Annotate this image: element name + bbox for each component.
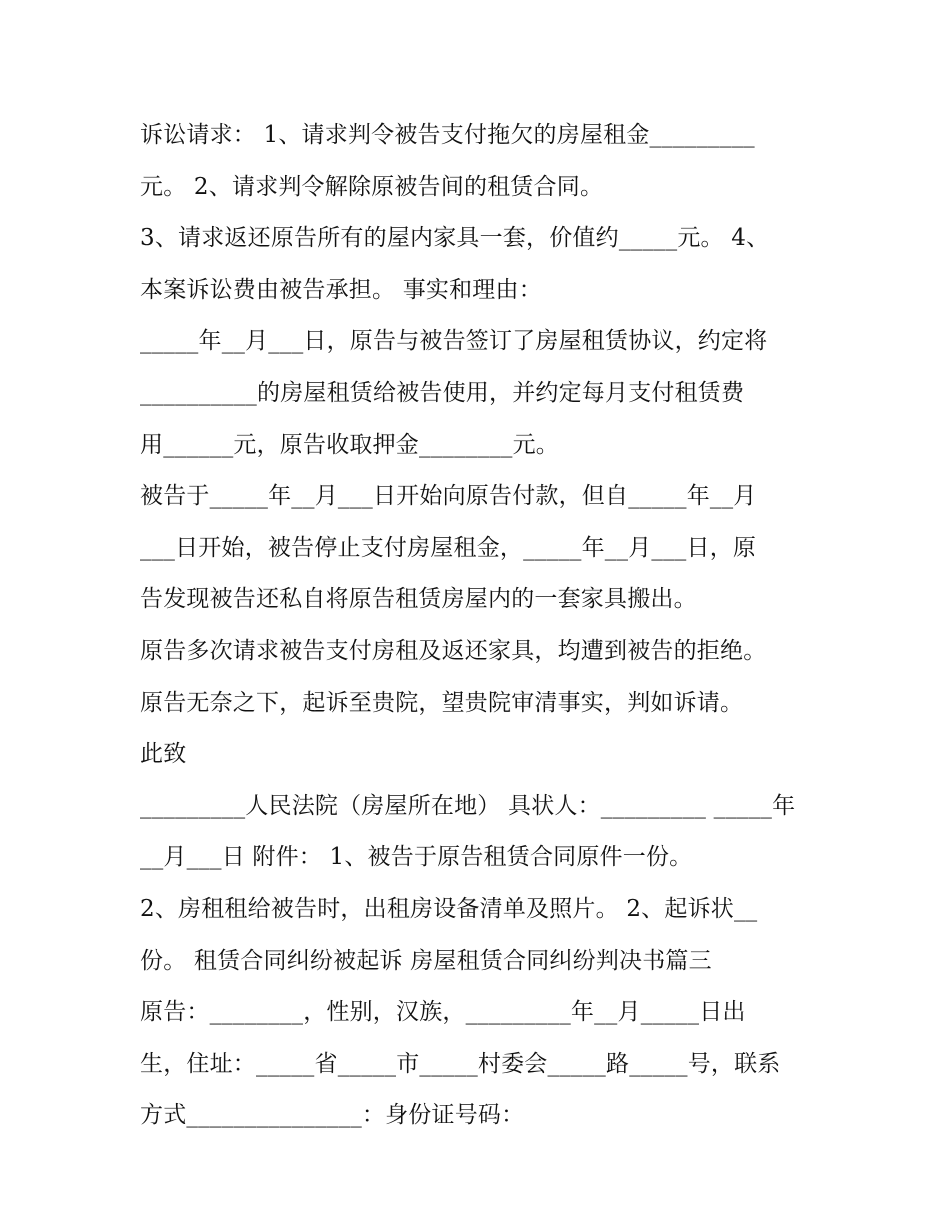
text-line: 原告：________，性别，汉族，_________年__月_____日出 (140, 999, 746, 1026)
text-line: 告发现被告还私自将原告租赁房屋内的一套家具搬出。 (140, 586, 697, 613)
text-line: 方式_______________：身份证号码： (140, 1102, 525, 1129)
text-line: 3、请求返还原告所有的屋内家具一套，价值约_____元。 4、 (140, 225, 770, 252)
text-line: __________的房屋租赁给被告使用，并约定每月支付租赁费 (140, 379, 745, 406)
text-line: ___日开始，被告停止支付房屋租金，_____年__月___日，原 (140, 534, 757, 561)
text-line: __月___日 附件： 1、被告于原告租赁合同原件一份。 (140, 844, 693, 871)
text-line: 用______元，原告收取押金________元。 (140, 431, 559, 458)
text-line: 原告多次请求被告支付房租及返还家具，均遭到被告的拒绝。 (140, 637, 767, 664)
text-line: 2、房租租给被告时，出租房设备清单及照片。 2、起诉状__ (140, 895, 758, 922)
text-line: 原告无奈之下，起诉至贵院，望贵院审清事实，判如诉请。 (140, 689, 744, 716)
text-line: _____年__月___日，原告与被告签订了房屋租赁协议，约定将 (140, 328, 768, 355)
text-line: 本案诉讼费由被告承担。 事实和理由： (140, 276, 542, 303)
document-body (140, 110, 830, 1142)
text-line: 生，住址：_____省_____市_____村委会_____路_____号，联系 (140, 1050, 781, 1077)
text-line: 被告于_____年__月___日开始向原告付款，但自_____年__月 (140, 483, 757, 510)
text-line: 份。 租赁合同纠纷被起诉 房屋租赁合同纠纷判决书篇三 (140, 947, 712, 974)
text-line: _________人民法院（房屋所在地） 具状人：_________ _____年 (140, 792, 796, 819)
text-line: 元。 2、请求判令解除原被告间的租赁合同。 (140, 173, 604, 200)
closing-salutation: 此致 (140, 741, 187, 768)
text-line: 诉讼请求： 1、请求判令被告支付拖欠的房屋租金_________ (140, 122, 755, 148)
